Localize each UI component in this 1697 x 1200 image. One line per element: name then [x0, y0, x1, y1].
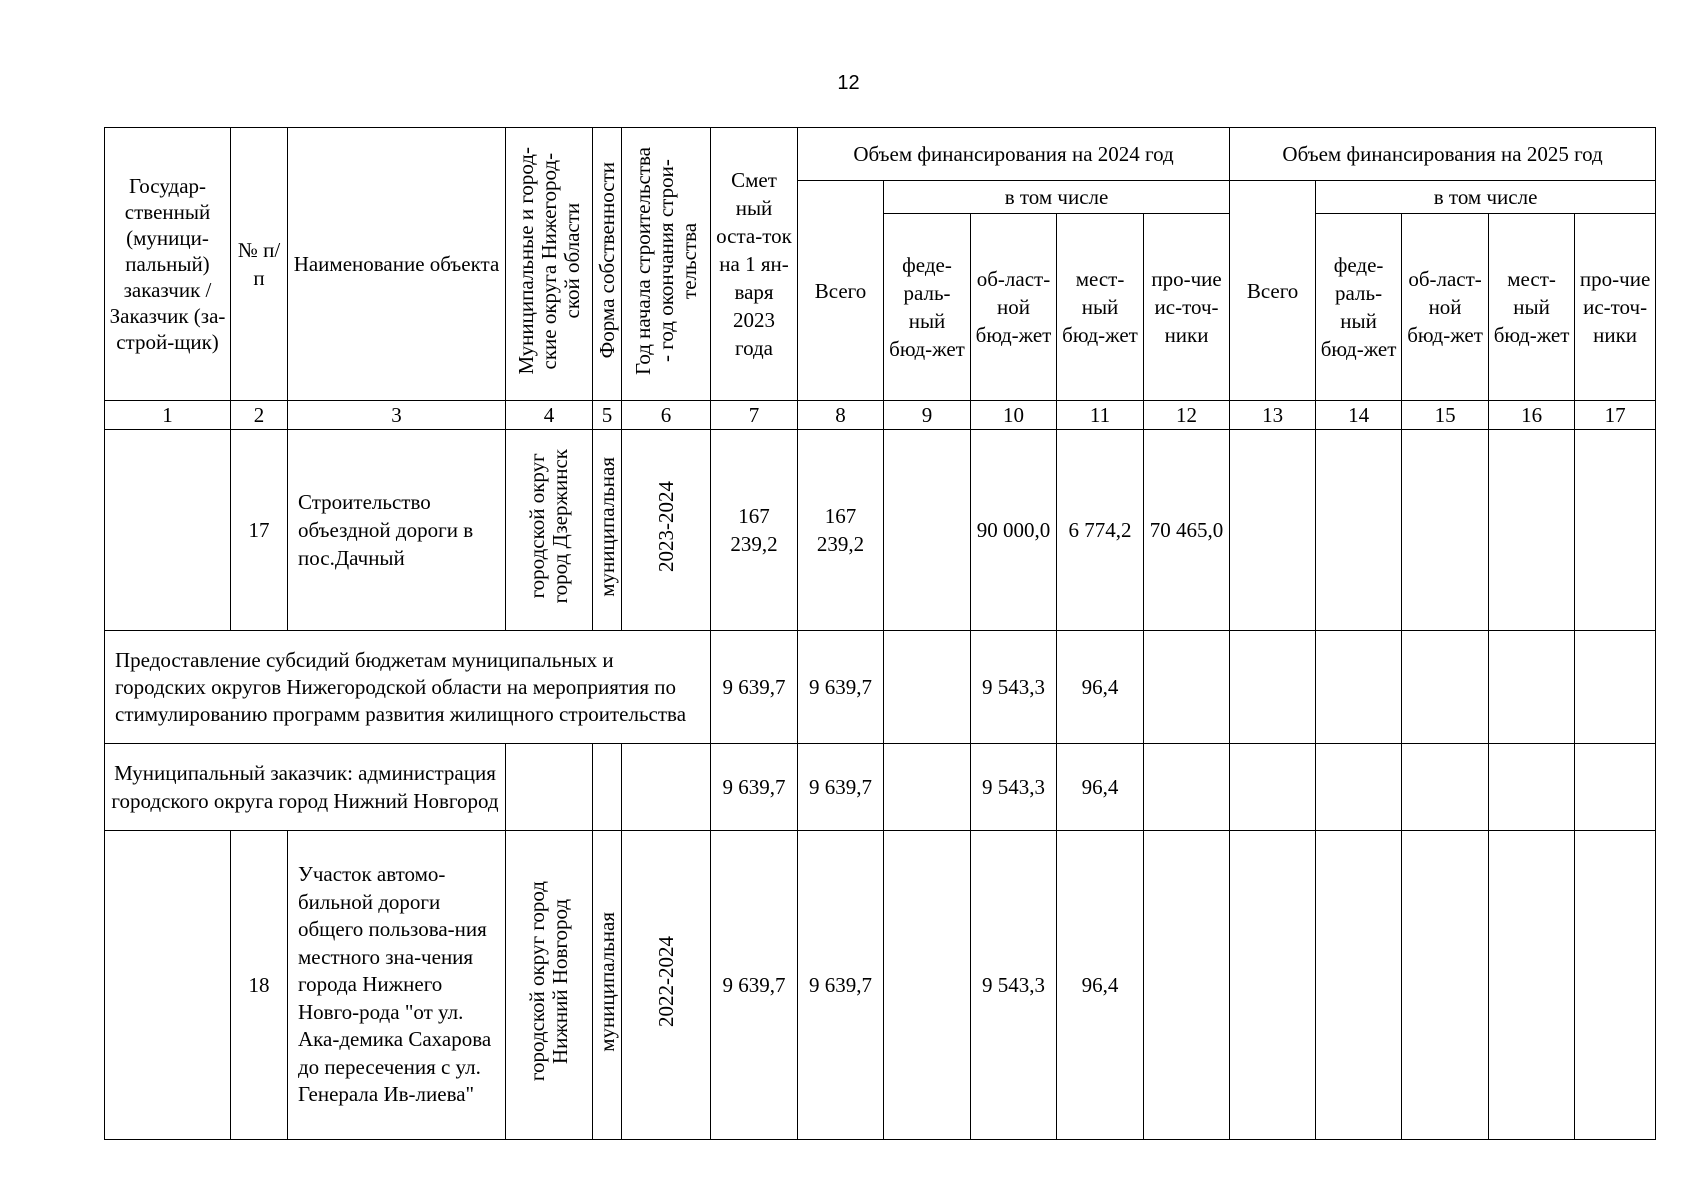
other-2024-value: 70 465,0 — [1144, 430, 1230, 631]
years-value: 2022-2024 — [654, 936, 678, 1027]
header-other-2025: про-чие ис-точ-ники — [1575, 214, 1656, 401]
local-2025-value — [1489, 430, 1575, 631]
federal-2024-value — [884, 430, 971, 631]
district-cell — [506, 744, 593, 831]
header-number: № п/п — [231, 128, 288, 401]
total-2024-value: 9 639,7 — [798, 831, 884, 1140]
federal-2025-value — [1316, 631, 1402, 744]
ownership-cell — [593, 430, 622, 631]
col-number: 5 — [593, 401, 622, 430]
table-row — [105, 430, 1656, 631]
other-2025-value — [1575, 430, 1656, 631]
header-districts-line3: ской области — [559, 202, 584, 319]
regional-2025-value — [1402, 430, 1489, 631]
col-number: 4 — [506, 401, 593, 430]
header-years — [622, 128, 711, 401]
other-2025-value — [1575, 831, 1656, 1140]
other-2024-value — [1144, 831, 1230, 1140]
header-years-line1: Год начала строительства — [630, 146, 655, 375]
regional-2025-value — [1402, 631, 1489, 744]
col-number: 11 — [1057, 401, 1144, 430]
years-cell — [622, 744, 711, 831]
col-number: 10 — [971, 401, 1057, 430]
years-cell — [622, 831, 711, 1140]
other-2024-value — [1144, 631, 1230, 744]
federal-2024-value — [884, 831, 971, 1140]
total-2025-value — [1230, 631, 1316, 744]
header-financing-2024: Объем финансирования на 2024 год — [798, 128, 1230, 181]
row-number: 17 — [231, 430, 288, 631]
regional-2024-value: 90 000,0 — [971, 430, 1057, 631]
header-federal-2024: феде-раль-ный бюд-жет — [884, 214, 971, 401]
other-2024-value — [1144, 744, 1230, 831]
local-2024-value: 96,4 — [1057, 831, 1144, 1140]
col-number: 6 — [622, 401, 711, 430]
col-number: 1 — [105, 401, 231, 430]
federal-2025-value — [1316, 831, 1402, 1140]
other-2025-value — [1575, 744, 1656, 831]
col-number: 8 — [798, 401, 884, 430]
customer-cell — [105, 430, 231, 631]
regional-2024-value: 9 543,3 — [971, 831, 1057, 1140]
total-2024-value: 167 239,2 — [798, 430, 884, 631]
header-financing-2025: Объем финансирования на 2025 год — [1230, 128, 1656, 181]
col-number: 16 — [1489, 401, 1575, 430]
district-line1: городской округ город — [525, 881, 549, 1082]
header-years-line2: - год окончания строи- — [653, 159, 678, 362]
local-2025-value — [1489, 831, 1575, 1140]
federal-2025-value — [1316, 744, 1402, 831]
district-cell — [506, 831, 593, 1140]
col-number: 17 — [1575, 401, 1656, 430]
header-districts-line1: Муниципальные и город- — [513, 146, 538, 375]
header-object-name: Наименование объекта — [288, 128, 506, 401]
regional-2024-value: 9 543,3 — [971, 744, 1057, 831]
section-row — [105, 631, 1656, 744]
header-local-2025: мест-ный бюд-жет — [1489, 214, 1575, 401]
estimate-value: 9 639,7 — [711, 831, 798, 1140]
header-customer: Государ-ственный (муници-пальный) заказчик /Заказчик (за-строй-щик) — [105, 128, 231, 401]
local-2024-value: 6 774,2 — [1057, 430, 1144, 631]
col-number: 13 — [1230, 401, 1316, 430]
header-local-2024: мест-ный бюд-жет — [1057, 214, 1144, 401]
header-federal-2025: феде-раль-ный бюд-жет — [1316, 214, 1402, 401]
table-row — [105, 831, 1656, 1140]
district-line2: город Дзержинск — [548, 449, 572, 604]
object-name: Строительство объездной дороги в пос.Дачный — [288, 430, 506, 631]
header-ownership-label: Форма собственности — [595, 162, 619, 359]
customer-title: Муниципальный заказчик: администрация городского округа город Нижний Новгород — [105, 744, 506, 831]
col-number: 2 — [231, 401, 288, 430]
district-line1: городской округ — [525, 453, 549, 600]
local-2024-value: 96,4 — [1057, 631, 1144, 744]
header-regional-2024: об-ласт-ной бюд-жет — [971, 214, 1057, 401]
local-2025-value — [1489, 631, 1575, 744]
total-2025-value — [1230, 744, 1316, 831]
col-number: 15 — [1402, 401, 1489, 430]
estimate-value: 9 639,7 — [711, 631, 798, 744]
header-ownership — [593, 128, 622, 401]
ownership-cell — [593, 831, 622, 1140]
ownership-value: муниципальная — [595, 911, 619, 1052]
total-2025-value — [1230, 831, 1316, 1140]
federal-2024-value — [884, 744, 971, 831]
col-number: 9 — [884, 401, 971, 430]
district-line2: Нижний Новгород — [548, 898, 572, 1065]
ownership-value: муниципальная — [595, 456, 619, 597]
header-districts-line2: ские округа Нижегород- — [536, 152, 561, 369]
header-districts — [506, 128, 593, 401]
header-other-2024: про-чие ис-точ-ники — [1144, 214, 1230, 401]
total-2024-value: 9 639,7 — [798, 631, 884, 744]
object-name: Участок автомо-бильной дороги общего пользова-ния местного зна-чения города Нижнего Новго-рода "от ул. Ака-демика Сахарова до пересечения с ул. Генерала Ив-лиева" — [288, 831, 506, 1140]
district-cell — [506, 430, 593, 631]
years-value: 2023-2024 — [654, 481, 678, 572]
regional-2025-value — [1402, 831, 1489, 1140]
other-2025-value — [1575, 631, 1656, 744]
regional-2024-value: 9 543,3 — [971, 631, 1057, 744]
federal-2024-value — [884, 631, 971, 744]
header-including-2025: в том числе — [1316, 181, 1656, 214]
estimate-value: 167 239,2 — [711, 430, 798, 631]
estimate-value: 9 639,7 — [711, 744, 798, 831]
customer-row — [105, 744, 1656, 831]
customer-cell — [105, 831, 231, 1140]
page-number: 12 — [837, 72, 860, 94]
total-2024-value: 9 639,7 — [798, 744, 884, 831]
header-regional-2025: об-ласт-ной бюд-жет — [1402, 214, 1489, 401]
years-cell — [622, 430, 711, 631]
header-including-2024: в том числе — [884, 181, 1230, 214]
col-number: 7 — [711, 401, 798, 430]
header-total-2025: Всего — [1230, 181, 1316, 401]
header-total-2024: Всего — [798, 181, 884, 401]
header-estimate: Смет ный оста-ток на 1 ян-варя 2023 года — [711, 128, 798, 401]
local-2025-value — [1489, 744, 1575, 831]
ownership-cell — [593, 744, 622, 831]
col-number: 12 — [1144, 401, 1230, 430]
financing-table — [104, 127, 1656, 1140]
col-number: 3 — [288, 401, 506, 430]
total-2025-value — [1230, 430, 1316, 631]
col-number: 14 — [1316, 401, 1402, 430]
row-number: 18 — [231, 831, 288, 1140]
federal-2025-value — [1316, 430, 1402, 631]
section-title: Предоставление субсидий бюджетам муниципальных и городских округов Нижегородской области на мероприятия по стимулированию программ развития жилищного строительства — [105, 631, 711, 744]
header-years-line3: тельства — [676, 222, 701, 299]
regional-2025-value — [1402, 744, 1489, 831]
local-2024-value: 96,4 — [1057, 744, 1144, 831]
